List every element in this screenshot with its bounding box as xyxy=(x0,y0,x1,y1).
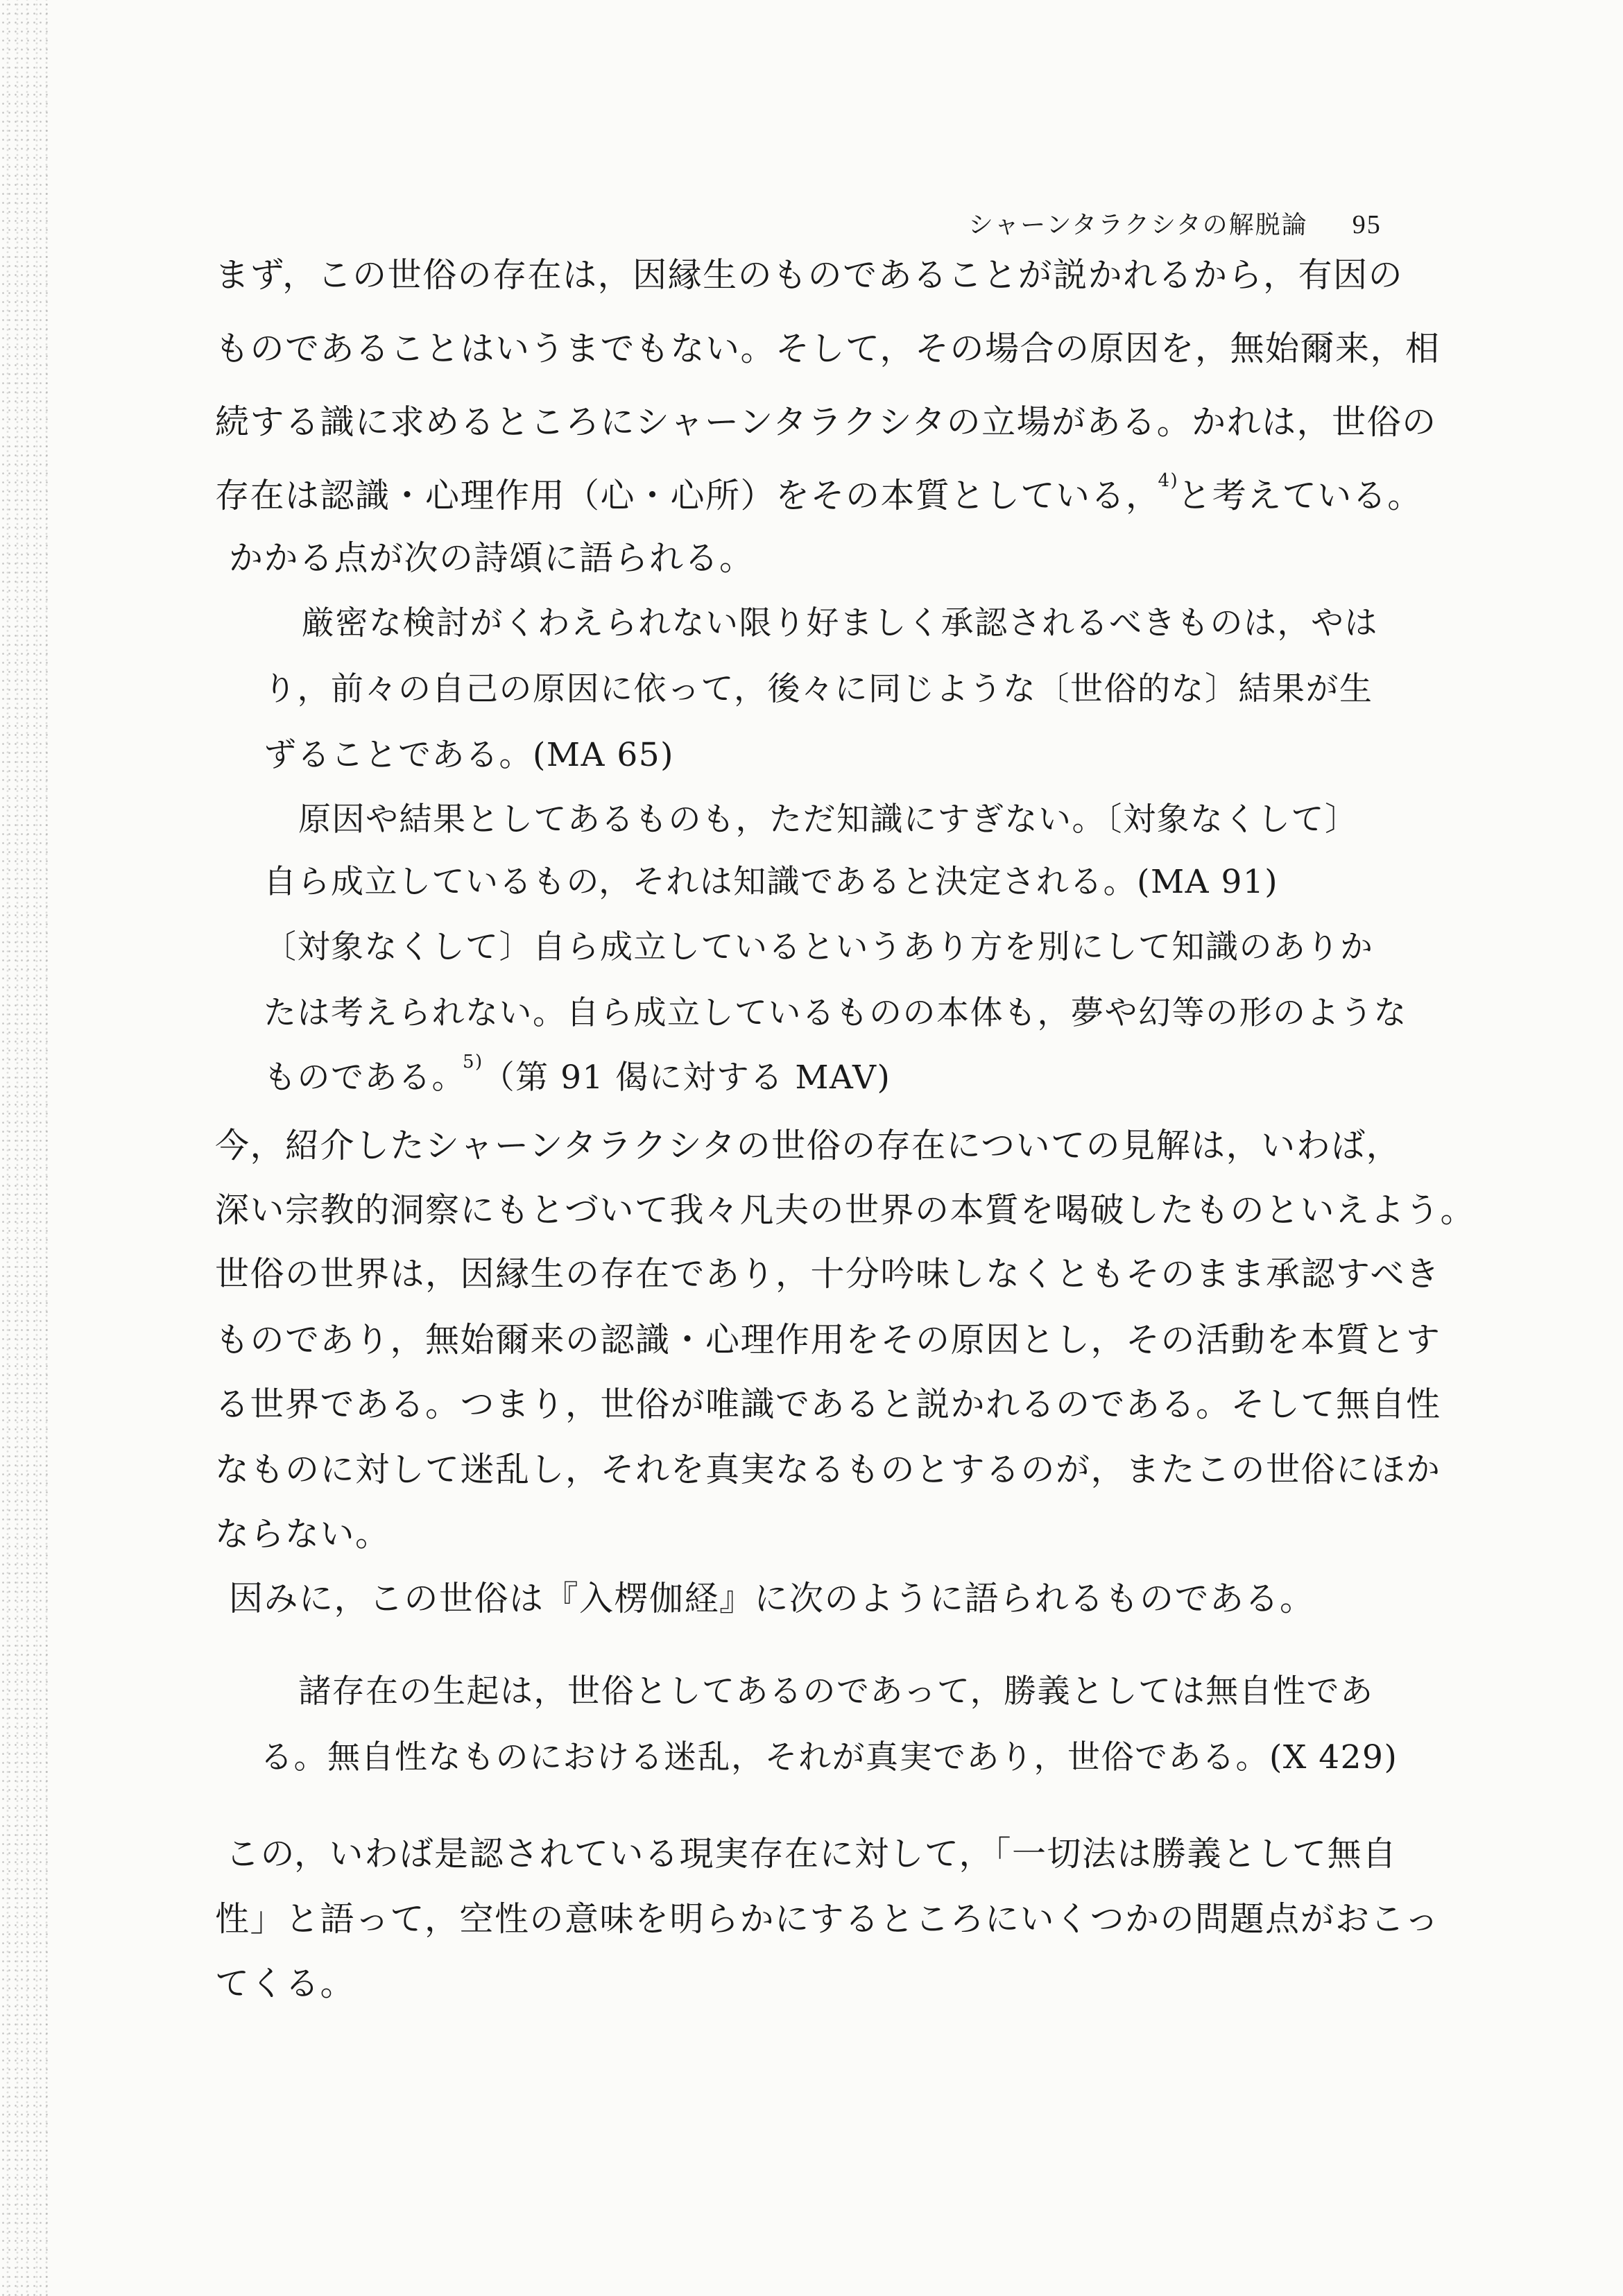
text-segment: と考えている。 xyxy=(1177,476,1423,515)
quote-line: る。無自性なものにおける迷乱，それが真実であり，世俗である。(X 429) xyxy=(260,1738,1398,1776)
running-title: シャーンタラクシタの解脱論 xyxy=(968,211,1308,239)
text-segment: 存在は認識・心理作用（心・心所）をその本質としている， xyxy=(215,476,1161,515)
body-line: ものであり，無始爾来の認識・心理作用をその原因とし，その活動を本質とす xyxy=(215,1320,1441,1360)
quote-line: ずることである。(MA 65) xyxy=(264,736,674,774)
text-segment: ものである。 xyxy=(264,1059,465,1097)
quote-line xyxy=(264,1052,891,1097)
body-line: なものに対して迷乱し，それを真実なるものとするのが，またこの世俗にほか xyxy=(215,1450,1441,1489)
body-line: かかる点が次の詩頌に語られる。 xyxy=(229,538,755,578)
quote-line: り，前々の自己の原因に依って，後々に同じような〔世俗的な〕結果が生 xyxy=(264,670,1373,708)
body-line: まず，この世俗の存在は，因縁生のものであることが説かれるから，有因の xyxy=(215,255,1404,295)
body-line: 世俗の世界は，因縁生の存在であり，十分吟味しなくともそのまま承認すべき xyxy=(215,1254,1441,1294)
quote-line: 厳密な検討がくわえられない限り好ましく承認されるべきものは，やは xyxy=(302,604,1378,642)
footnote-marker-4: 4) xyxy=(1158,470,1179,491)
page-number: 95 xyxy=(1352,210,1382,239)
body-line: この，いわば是認されている現実存在に対して，「一切法は勝義として無自 xyxy=(225,1834,1398,1874)
running-header xyxy=(968,205,1382,241)
body-line: 今，紹介したシャーンタラクシタの世俗の存在についての見解は，いわば， xyxy=(215,1126,1402,1165)
body-line: ものであることはいうまでもない。そして，その場合の原因を，無始爾来，相 xyxy=(215,329,1441,368)
body-line: 深い宗教的洞察にもとづいて我々凡夫の世界の本質を喝破したものといえよう。 xyxy=(215,1190,1476,1230)
body-line xyxy=(215,470,1423,515)
footnote-marker-5: 5) xyxy=(463,1052,483,1072)
quote-line: 〔対象なくして〕自ら成立しているというあり方を別にして知識のありか xyxy=(264,928,1374,966)
scan-edge-noise xyxy=(0,0,49,2296)
body-line: てくる。 xyxy=(215,1964,356,2003)
text-segment: （第 91 偈に対する MAV) xyxy=(481,1059,891,1097)
body-line: 性」と語って，空性の意味を明らかにするところにいくつかの問題点がおこっ xyxy=(215,1899,1440,1939)
quote-line: 諸存在の生起は，世俗としてあるのであって，勝義としては無自性であ xyxy=(298,1672,1374,1711)
body-line: 続する識に求めるところにシャーンタラクシタの立場がある。かれは，世俗の xyxy=(215,402,1437,442)
body-line: 因みに，この世俗は『入楞伽経』に次のように語られるものである。 xyxy=(229,1579,1315,1618)
quote-line: 原因や結果としてあるものも，ただ知識にすぎない。〔対象なくして〕 xyxy=(298,800,1359,839)
quote-line: 自ら成立しているもの，それは知識であると決定される。(MA 91) xyxy=(264,863,1279,901)
quote-line: たは考えられない。自ら成立しているものの本体も，夢や幻等の形のような xyxy=(264,994,1407,1032)
body-line: る世界である。つまり，世俗が唯識であると説かれるのである。そして無自性 xyxy=(215,1385,1441,1424)
body-line: ならない。 xyxy=(215,1514,390,1554)
